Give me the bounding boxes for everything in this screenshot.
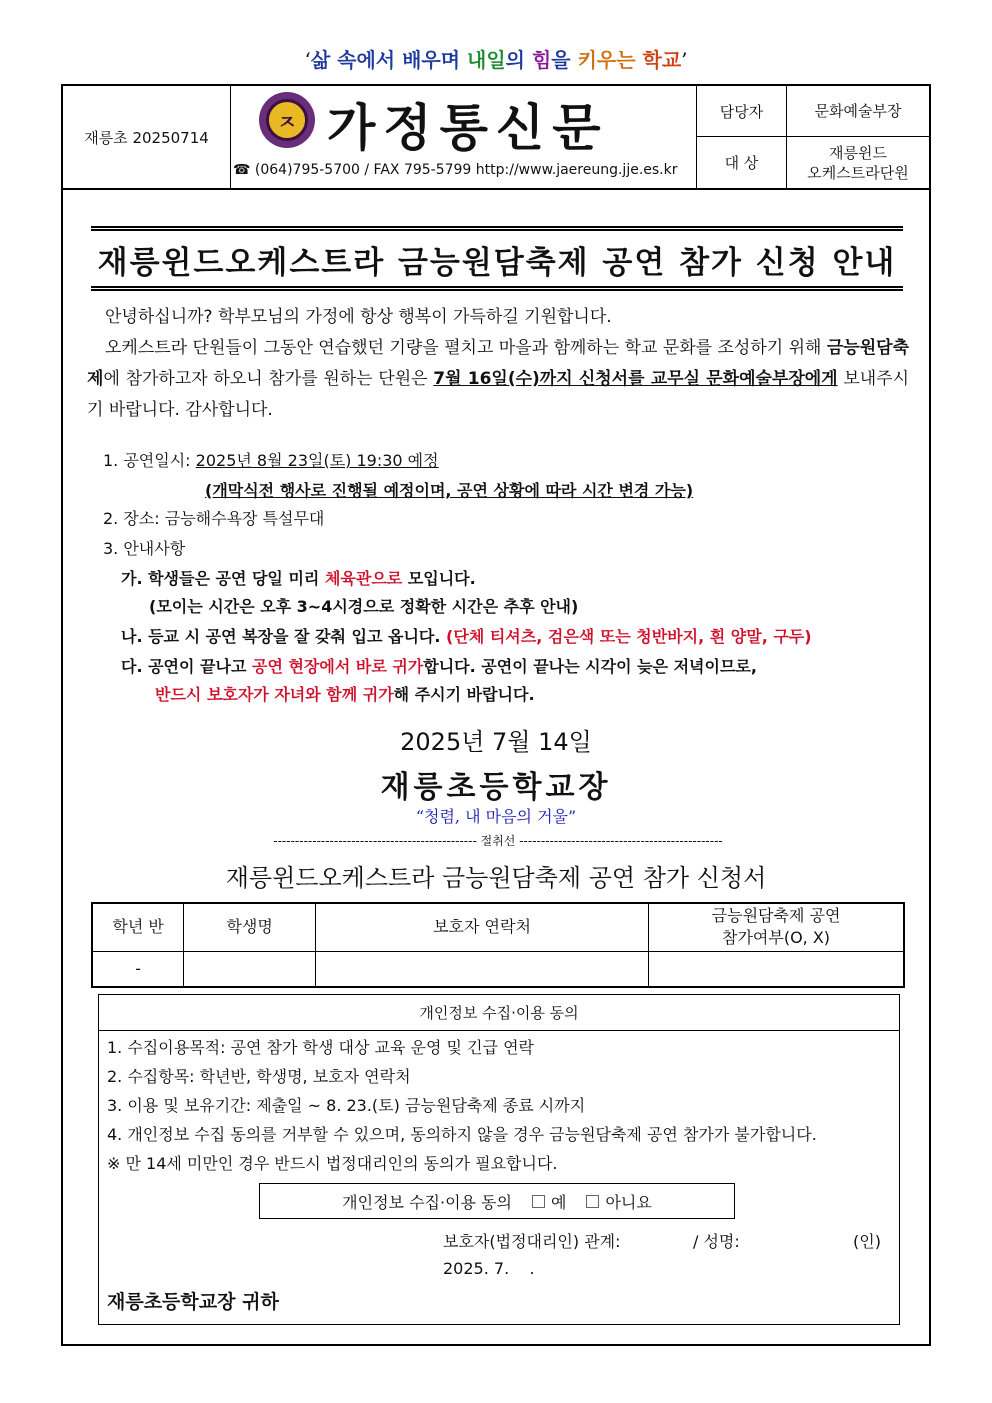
list-item: 3. 이용 및 보유기간: 제출일 ~ 8. 23.(토) 금능원담축제 종료 시까지: [107, 1096, 586, 1115]
notice-ga: 가. 학생들은 공연 당일 미리 체육관으로 모입니다.: [121, 569, 476, 588]
consent-yes-checkbox[interactable]: [532, 1195, 545, 1208]
manager-label: 담당자: [697, 86, 787, 136]
privacy-heading: 개인정보 수집·이용 동의: [99, 995, 899, 1031]
guardian-relation-label: 보호자(법정대리인) 관계:: [443, 1232, 621, 1251]
newsletter-frame: [61, 84, 931, 1346]
notice-da: 다. 공연이 끝나고 공연 현장에서 바로 귀가합니다. 공연이 끝나는 시각이 늦은 저녁이므로,: [121, 657, 757, 676]
motto-part: 학교: [635, 48, 682, 72]
detail-place: 2. 장소: 금능해수욕장 특설무대: [103, 509, 325, 528]
notice-ga-note: (모이는 시간은 오후 3~4시경으로 정확한 시간은 추후 안내): [149, 597, 579, 616]
consent-label: 개인정보 수집·이용 동의: [342, 1192, 512, 1212]
cell-participation[interactable]: [649, 951, 904, 987]
table-row: [92, 951, 904, 987]
table-header-row: [92, 903, 904, 951]
meta-row-manager: [697, 86, 929, 137]
motto-part: 삶 속에서 배우며: [310, 48, 467, 72]
manager-value: 문화예술부장: [814, 102, 902, 120]
list-item: ※ 만 14세 미만인 경우 반드시 법정대리인의 동의가 필요합니다.: [107, 1154, 558, 1173]
slogan: “청렴, 내 마음의 거울”: [415, 807, 577, 826]
cell-grade[interactable]: -: [92, 951, 184, 987]
col-name: 학생명: [184, 903, 316, 951]
consent-no-checkbox[interactable]: [586, 1195, 599, 1208]
addressee: 재릉초등학교장 귀하: [107, 1291, 279, 1313]
seal-mark: (인): [853, 1232, 881, 1251]
motto-part: 의: [505, 48, 532, 72]
list-item: 1. 수집이용목적: 공연 참가 학생 대상 교육 운영 및 긴급 연락: [107, 1038, 535, 1057]
motto-part: 을: [551, 48, 578, 72]
col-contact: 보호자 연락처: [315, 903, 648, 951]
list-item: 4. 개인정보 수집 동의를 거부할 수 있으며, 동의하지 않을 경우 금능원담축제 공연 참가가 불가합니다.: [107, 1125, 817, 1144]
meta-row-target: [697, 137, 929, 188]
intro-text: 안녕하십니까? 학부모님의 가정에 항상 행복이 가득하길 기원합니다. 오케스트라 단원들이 그동안 연습했던 기량을 펼치고 마을과 함께하는 학교 문화를 조성하기 위해 금능원담축제에 참가하고자 하오니 참가를 원하는 단원은 7월 16일(수)까지 신청서를 교무실 문화예술부장에게 보내주시기 바랍니다. 감사합니다.: [87, 307, 910, 420]
motto-part: 키우는: [577, 48, 636, 72]
col-participation: 금능원담축제 공연 참가여부(O, X): [649, 903, 904, 951]
form-title: 재릉윈드오케스트라 금능원담축제 공연 참가 신청서: [225, 864, 767, 892]
list-item: 2. 수집항목: 학년반, 학생명, 보호자 연락처: [107, 1067, 411, 1086]
detail-notice-heading: 3. 안내사항: [103, 539, 186, 558]
col-grade: 학년 반: [92, 903, 184, 951]
target-label: 대 상: [697, 137, 787, 188]
application-table: [91, 902, 905, 988]
masthead: [231, 86, 697, 188]
school-logo-icon: ㅈ: [259, 92, 315, 148]
cell-contact[interactable]: [315, 951, 648, 987]
privacy-items: [107, 1033, 817, 1178]
meta-table: [697, 86, 929, 188]
guardian-name-label: / 성명:: [693, 1232, 740, 1251]
masthead-title: 가정통신문: [327, 98, 609, 157]
cut-line: ----------------------------------------------- 절취선 -----------------------------------------------: [273, 834, 723, 848]
consent-yes-label: 예: [550, 1192, 567, 1212]
page-title: 재릉윈드오케스트라 금능원담축제 공연 참가 신청 안내: [91, 226, 903, 291]
motto-part: 힘: [531, 48, 552, 72]
detail-date-note: (개막식전 행사로 진행될 예정이며, 공연 상황에 따라 시간 변경 가능): [205, 481, 694, 500]
consent-selector: [259, 1183, 735, 1219]
motto-part: 내일: [467, 48, 506, 72]
notice-na: 나. 등교 시 공연 복장을 잘 갖춰 입고 옵니다. (단체 티셔츠, 검은색 또는 청반바지, 흰 양말, 구두): [121, 627, 812, 646]
contact-info: ☎ (064)795-5700 / FAX 795-5799 http://www.jaereung.jje.es.kr: [233, 162, 678, 178]
issue-date: 2025년 7월 14일: [400, 728, 592, 756]
consent-no-label: 아니요: [605, 1192, 652, 1212]
cell-name[interactable]: [184, 951, 316, 987]
school-motto: ‘삶 속에서 배우며 내일의 힘을 키우는 학교’: [304, 48, 688, 72]
doc-number: 재릉초 20250714: [63, 86, 231, 188]
header: [63, 86, 929, 190]
principal-signature: 재릉초등학교장: [380, 770, 612, 805]
notice-da-cont: 반드시 보호자가 자녀와 함께 귀가해 주시기 바랍니다.: [155, 685, 535, 704]
privacy-consent-box: [98, 994, 900, 1325]
detail-date: 1. 공연일시: 2025년 8월 23일(토) 19:30 예정: [103, 451, 439, 470]
target-value: 재릉윈드 오케스트라단원: [807, 143, 909, 182]
sign-date: 2025. 7. .: [443, 1259, 535, 1278]
